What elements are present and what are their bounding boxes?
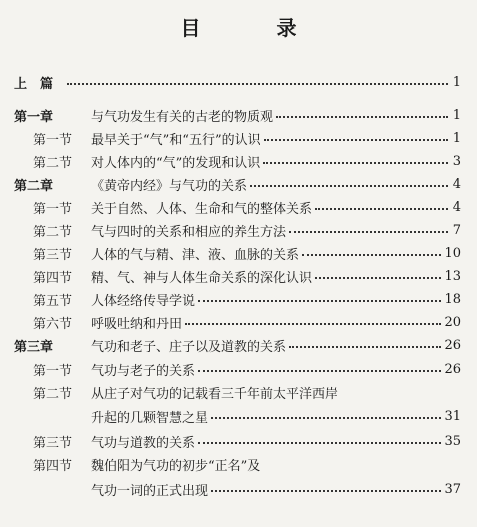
dot-leader <box>315 277 441 279</box>
toc-entry-page: 35 <box>444 433 461 449</box>
dot-leader <box>198 300 441 302</box>
toc-entry-page: 26 <box>444 337 461 353</box>
toc-entry-number: 第五节 <box>33 293 73 309</box>
toc-entry <box>0 454 477 474</box>
toc-entry-title: 对人体内的“气”的发现和认识 <box>91 155 261 171</box>
toc-entry-title: 气功与道教的关系 <box>91 435 196 451</box>
toc-entry <box>0 174 477 194</box>
toc-entry-title: 与气功发生有关的古老的物质观 <box>91 109 274 125</box>
dot-leader <box>263 162 448 164</box>
toc-entry <box>0 266 477 286</box>
toc-entry-number: 第二节 <box>33 155 73 171</box>
toc-entry-number: 第三节 <box>33 435 73 451</box>
toc-entry-page: 4 <box>452 199 461 215</box>
dot-leader <box>211 490 441 492</box>
toc-entry-title: 从庄子对气功的记载看三千年前太平洋西岸 <box>91 386 339 402</box>
dot-leader <box>289 346 441 348</box>
toc-entry <box>0 128 477 148</box>
toc-entry <box>0 479 477 499</box>
dot-leader <box>276 116 448 118</box>
toc-entry <box>0 382 477 402</box>
toc-entry-title: 呼吸吐纳和丹田 <box>91 316 183 332</box>
toc-entry-page: 20 <box>444 314 461 330</box>
toc-entry-page: 37 <box>444 481 461 497</box>
toc-entry <box>0 220 477 240</box>
toc-entry-number: 第一节 <box>33 363 73 379</box>
toc-entry-title: 最早关于“气”和“五行”的认识 <box>91 132 261 148</box>
toc-entry-title: 魏伯阳为气功的初步“正名”及 <box>91 458 261 474</box>
toc-entry-number: 第六节 <box>33 316 73 332</box>
toc-entry-number: 上 篇 <box>14 76 54 92</box>
toc-entry-number: 第二章 <box>14 178 54 194</box>
toc-entry <box>0 243 477 263</box>
toc-entry-title: 气与四时的关系和相应的养生方法 <box>91 224 287 240</box>
toc-entry-page: 13 <box>444 268 461 284</box>
toc-entry-page: 1 <box>452 74 461 90</box>
toc-entry <box>0 431 477 451</box>
toc-entry <box>0 105 477 125</box>
toc-entry-title: 升起的几颗智慧之星 <box>91 410 209 426</box>
toc-entry-page: 1 <box>452 130 461 146</box>
dot-leader <box>211 417 441 419</box>
toc-entry-page: 4 <box>452 176 461 192</box>
toc-entry-number: 第四节 <box>33 270 73 286</box>
toc-entry <box>0 72 477 92</box>
dot-leader <box>264 139 448 141</box>
toc-entry-title: 《黄帝内经》与气功的关系 <box>91 178 248 194</box>
toc-entry <box>0 359 477 379</box>
dot-leader <box>289 231 448 233</box>
toc-entry-page: 10 <box>444 245 461 261</box>
dot-leader <box>250 185 448 187</box>
toc-entry-number: 第四节 <box>33 458 73 474</box>
toc-entry-title: 气功一词的正式出现 <box>91 483 209 499</box>
toc-entry-number: 第一节 <box>33 201 73 217</box>
dot-leader <box>185 323 441 325</box>
toc-entry-page: 31 <box>444 408 461 424</box>
toc-entry-title: 气功与老子的关系 <box>91 363 196 379</box>
toc-entry-page: 1 <box>452 107 461 123</box>
toc-entry <box>0 151 477 171</box>
toc-entry-title: 气功和老子、庄子以及道教的关系 <box>91 339 287 355</box>
toc-entry <box>0 335 477 355</box>
toc-entry-page: 26 <box>444 361 461 377</box>
toc-entry <box>0 197 477 217</box>
toc-entry <box>0 406 477 426</box>
dot-leader <box>67 83 448 85</box>
dot-leader <box>198 370 441 372</box>
toc-entry <box>0 289 477 309</box>
toc-entry-title: 关于自然、人体、生命和气的整体关系 <box>91 201 313 217</box>
page-title: 目 录 <box>180 16 325 40</box>
toc-entry-title: 人体经络传导学说 <box>91 293 196 309</box>
toc-entry-number: 第一节 <box>33 132 73 148</box>
toc-entry-number: 第二节 <box>33 386 73 402</box>
toc-entry-page: 18 <box>444 291 461 307</box>
toc-entry-number: 第一章 <box>14 109 54 125</box>
dot-leader <box>302 254 441 256</box>
toc-entry-number: 第三节 <box>33 247 73 263</box>
dot-leader <box>198 442 441 444</box>
toc-entry-title: 精、气、神与人体生命关系的深化认识 <box>91 270 313 286</box>
toc-entry-title: 人体的气与精、津、液、血脉的关系 <box>91 247 300 263</box>
toc-entry-number: 第二节 <box>33 224 73 240</box>
toc-entry-page: 3 <box>452 153 461 169</box>
toc-entry-page: 7 <box>452 222 461 238</box>
toc-entry-number: 第三章 <box>14 339 54 355</box>
toc-entry <box>0 312 477 332</box>
dot-leader <box>315 208 448 210</box>
